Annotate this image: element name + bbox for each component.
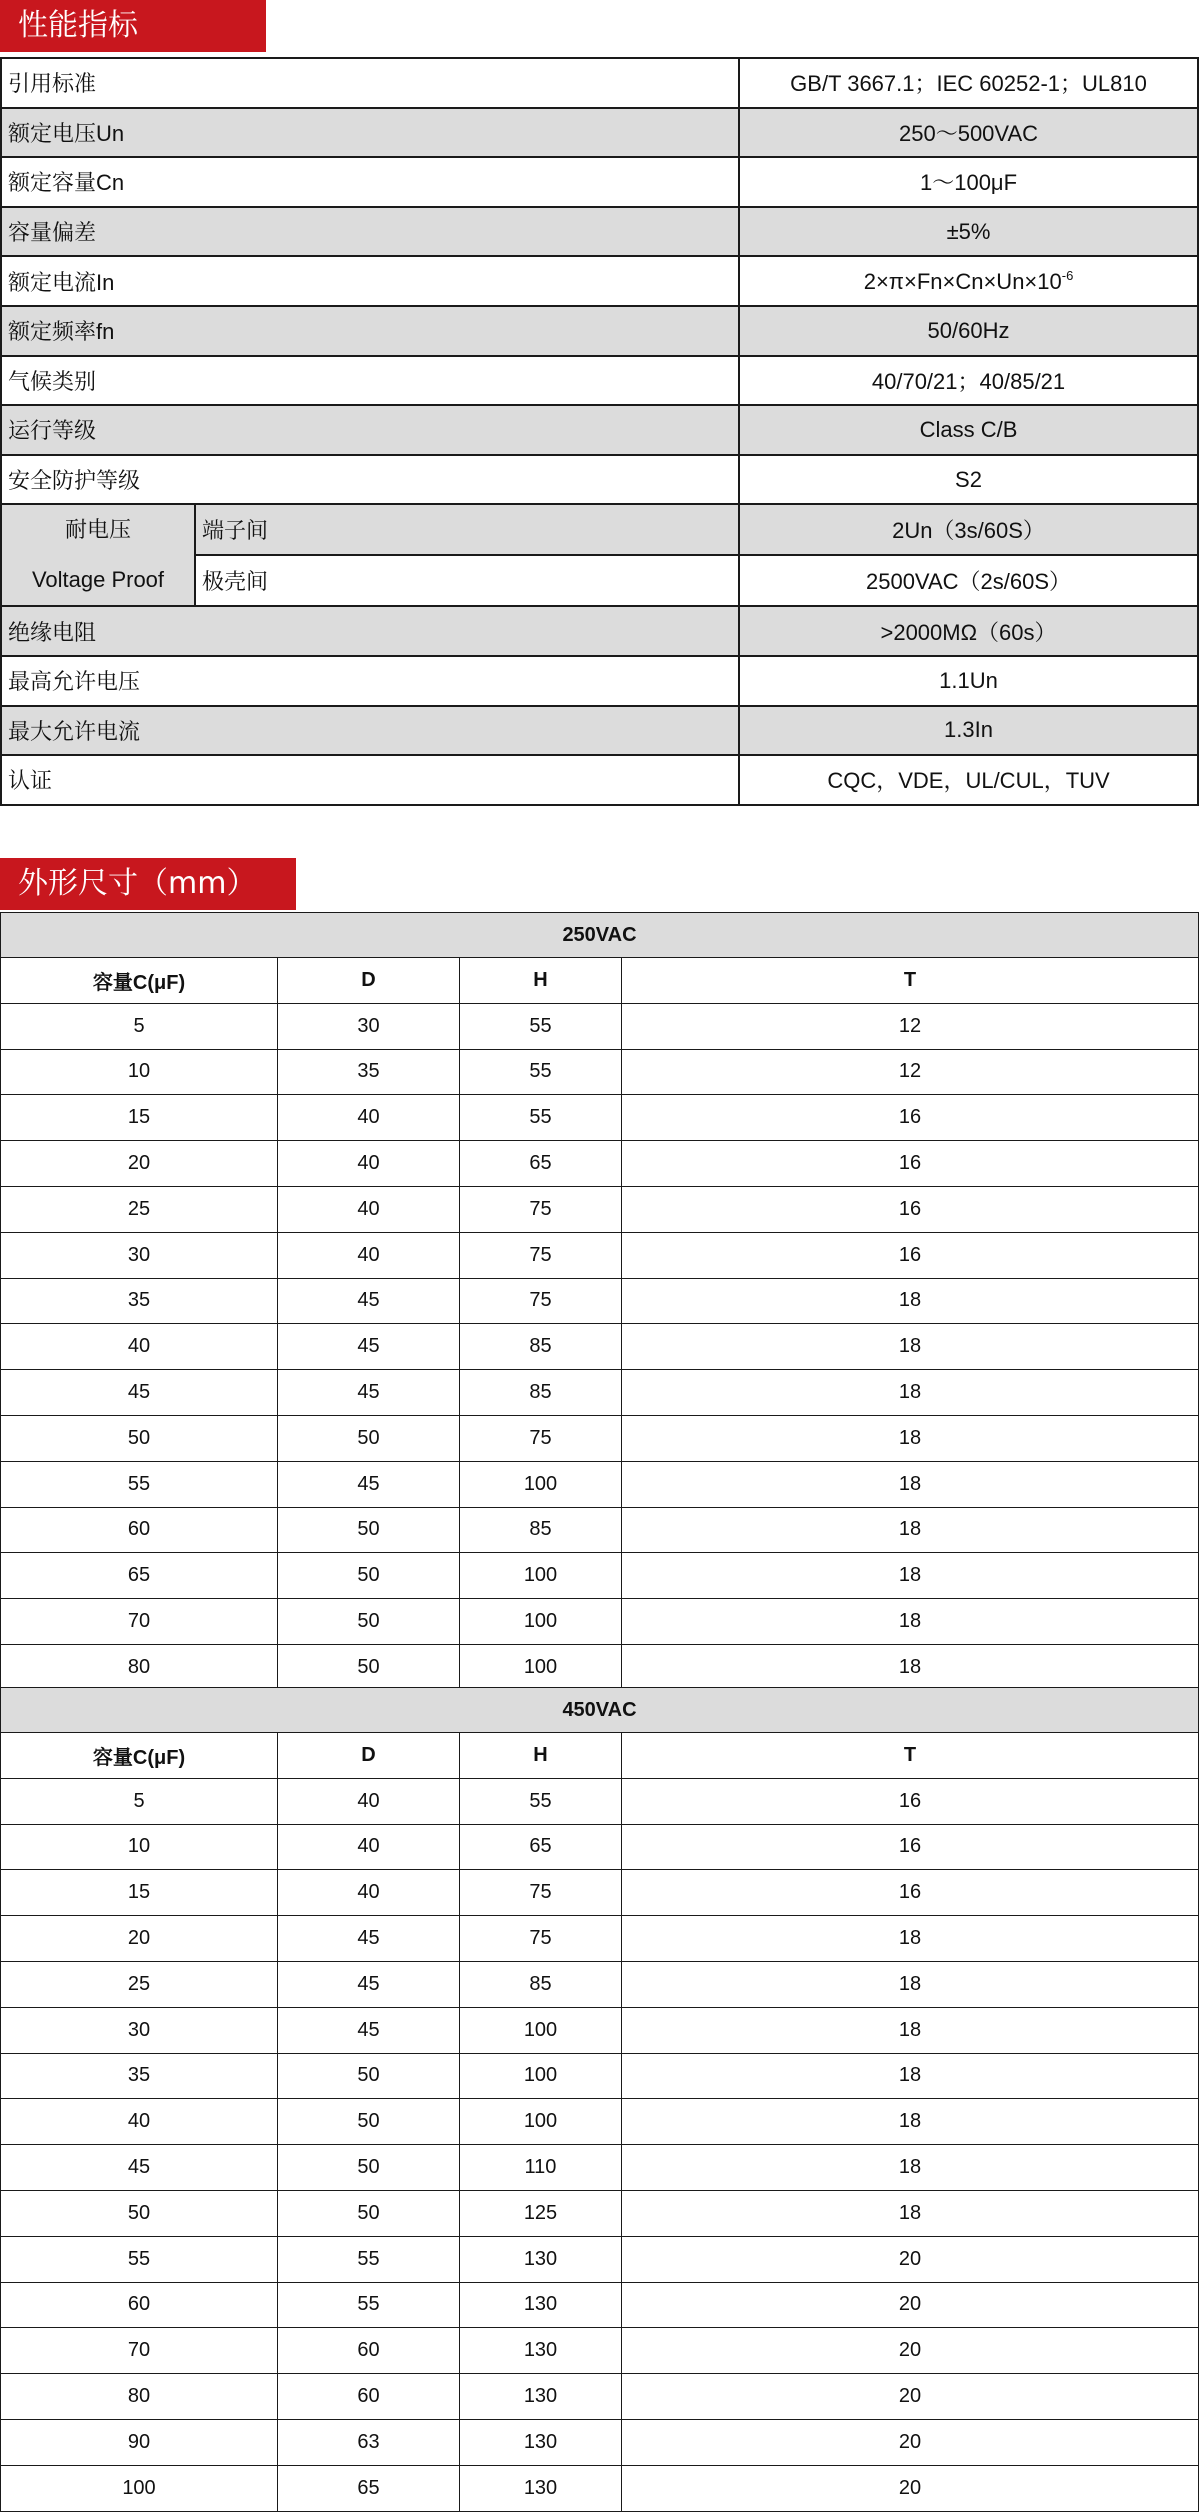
table-row xyxy=(1,1507,1199,1553)
table-cell: 15 xyxy=(1,1870,278,1916)
table-cell: 100 xyxy=(460,1461,622,1507)
table-cell: 40 xyxy=(1,2099,278,2145)
spec-value xyxy=(739,656,1198,706)
table-cell: 45 xyxy=(278,1916,460,1962)
table-cell: 45 xyxy=(278,1961,460,2007)
voltage-group-header xyxy=(1,1688,1199,1733)
spec-value xyxy=(739,157,1198,207)
table-cell: 50 xyxy=(1,2190,278,2236)
table-row xyxy=(1,1824,1199,1870)
table-cell: 35 xyxy=(1,1278,278,1324)
table-row xyxy=(1,1049,1199,1095)
spec-label: 最大允许电流 xyxy=(1,706,739,756)
table-cell: 75 xyxy=(460,1278,622,1324)
table-row xyxy=(1,2099,1199,2145)
table-cell: 15 xyxy=(1,1095,278,1141)
table-cell: 100 xyxy=(460,1553,622,1599)
dimensions-section-title: 外形尺寸（mm） xyxy=(0,858,296,910)
spec-row xyxy=(1,207,1198,257)
spec-row xyxy=(1,58,1198,108)
table-cell: 18 xyxy=(622,1644,1199,1690)
voltage-proof-label-cn: 耐电压 xyxy=(64,517,131,543)
spec-row xyxy=(1,356,1198,406)
table-cell: 130 xyxy=(460,2374,622,2420)
table-cell: 10 xyxy=(1,1824,278,1870)
table-row xyxy=(1,1415,1199,1461)
spec-value xyxy=(739,306,1198,356)
table-cell: 16 xyxy=(622,1870,1199,1916)
table-cell: 85 xyxy=(460,1507,622,1553)
table-cell: 50 xyxy=(278,2145,460,2191)
column-header-row xyxy=(1,958,1199,1004)
spec-value-text: Class C/B xyxy=(919,416,1018,442)
spec-value xyxy=(739,706,1198,756)
table-cell: 20 xyxy=(1,1916,278,1962)
table-cell: 18 xyxy=(622,2053,1199,2099)
voltage-proof-sub-label: 端子间 xyxy=(195,504,739,555)
table-row xyxy=(1,2053,1199,2099)
column-header: D xyxy=(278,1733,460,1779)
table-cell: 20 xyxy=(622,2419,1199,2465)
table-cell: 30 xyxy=(1,2007,278,2053)
table-cell: 18 xyxy=(622,1961,1199,2007)
table-cell: 90 xyxy=(1,2419,278,2465)
table-cell: 60 xyxy=(278,2374,460,2420)
table-cell: 50 xyxy=(278,2053,460,2099)
spec-label: 引用标准 xyxy=(1,58,739,108)
table-row xyxy=(1,1778,1199,1824)
table-row xyxy=(1,2282,1199,2328)
spec-value xyxy=(739,207,1198,257)
table-cell: 100 xyxy=(1,2465,278,2511)
dimensions-table-250vac xyxy=(0,912,1199,1691)
table-cell: 20 xyxy=(622,2374,1199,2420)
table-row xyxy=(1,1324,1199,1370)
table-row xyxy=(1,2007,1199,2053)
table-cell: 16 xyxy=(622,1186,1199,1232)
table-cell: 55 xyxy=(1,2236,278,2282)
spec-value xyxy=(739,356,1198,406)
column-header: 容量C(μF) xyxy=(1,1733,278,1779)
spec-label: 额定频率fn xyxy=(1,306,739,356)
table-cell: 50 xyxy=(278,1644,460,1690)
spec-value-text: 1～100μF xyxy=(919,170,1018,196)
spec-value xyxy=(739,405,1198,455)
spec-value-text: 1.3In xyxy=(944,717,993,743)
table-cell: 40 xyxy=(278,1186,460,1232)
spec-value-text: ±5% xyxy=(946,218,991,244)
voltage-group-label: 450VAC xyxy=(1,1688,1199,1733)
spec-value xyxy=(739,256,1198,306)
table-cell: 12 xyxy=(622,1003,1199,1049)
table-cell: 65 xyxy=(460,1824,622,1870)
table-cell: 80 xyxy=(1,1644,278,1690)
spec-label: 运行等级 xyxy=(1,405,739,455)
spec-value xyxy=(739,108,1198,158)
table-row xyxy=(1,2465,1199,2511)
voltage-group-header xyxy=(1,913,1199,958)
spec-label: 气候类别 xyxy=(1,356,739,406)
spec-value-text: >2000MΩ（60s） xyxy=(880,619,1057,645)
column-header: D xyxy=(278,958,460,1004)
spec-value-text: CQC，VDE，UL/CUL，TUV xyxy=(827,768,1110,794)
table-cell: 55 xyxy=(1,1461,278,1507)
spec-row xyxy=(1,306,1198,356)
table-cell: 45 xyxy=(278,1370,460,1416)
table-cell: 5 xyxy=(1,1778,278,1824)
voltage-proof-sub-value: 2500VAC（2s/60S） xyxy=(739,555,1198,606)
table-cell: 65 xyxy=(460,1141,622,1187)
table-cell: 100 xyxy=(460,2099,622,2145)
table-row xyxy=(1,1916,1199,1962)
table-cell: 20 xyxy=(622,2236,1199,2282)
voltage-proof-label-en: Voltage Proof xyxy=(31,567,165,593)
table-cell: 18 xyxy=(622,1461,1199,1507)
spec-value-exponent: -6 xyxy=(1061,267,1074,283)
table-cell: 40 xyxy=(278,1141,460,1187)
column-header-row xyxy=(1,1733,1199,1779)
table-row xyxy=(1,1461,1199,1507)
table-cell: 20 xyxy=(1,1141,278,1187)
table-cell: 70 xyxy=(1,1599,278,1645)
table-cell: 16 xyxy=(622,1824,1199,1870)
spec-row xyxy=(1,405,1198,455)
table-cell: 35 xyxy=(278,1049,460,1095)
table-cell: 18 xyxy=(622,2099,1199,2145)
table-row xyxy=(1,1370,1199,1416)
table-cell: 18 xyxy=(622,1553,1199,1599)
table-row xyxy=(1,1095,1199,1141)
voltage-group-label: 250VAC xyxy=(1,913,1199,958)
dimensions-table-450vac xyxy=(0,1687,1199,2512)
table-row xyxy=(1,1278,1199,1324)
table-cell: 5 xyxy=(1,1003,278,1049)
table-cell: 130 xyxy=(460,2419,622,2465)
table-cell: 25 xyxy=(1,1186,278,1232)
table-cell: 75 xyxy=(460,1870,622,1916)
spec-row xyxy=(1,755,1198,805)
table-cell: 12 xyxy=(622,1049,1199,1095)
table-cell: 130 xyxy=(460,2282,622,2328)
table-cell: 18 xyxy=(622,2190,1199,2236)
voltage-proof-sub-label: 极壳间 xyxy=(195,555,739,606)
table-row xyxy=(1,1599,1199,1645)
spec-value-text: S2 xyxy=(955,466,982,492)
table-cell: 45 xyxy=(1,2145,278,2191)
spec-label: 安全防护等级 xyxy=(1,455,739,505)
table-cell: 110 xyxy=(460,2145,622,2191)
table-cell: 16 xyxy=(622,1778,1199,1824)
table-cell: 85 xyxy=(460,1370,622,1416)
table-row xyxy=(1,1186,1199,1232)
table-cell: 40 xyxy=(278,1824,460,1870)
specs-table xyxy=(0,57,1199,806)
spec-row xyxy=(1,606,1198,656)
column-header: T xyxy=(622,1733,1199,1779)
spec-label: 最高允许电压 xyxy=(1,656,739,706)
table-cell: 85 xyxy=(460,1324,622,1370)
table-cell: 20 xyxy=(622,2328,1199,2374)
table-cell: 18 xyxy=(622,1370,1199,1416)
table-cell: 18 xyxy=(622,1507,1199,1553)
spec-value xyxy=(739,606,1198,656)
table-cell: 100 xyxy=(460,1599,622,1645)
table-cell: 55 xyxy=(460,1095,622,1141)
spec-value-text: 40/70/21；40/85/21 xyxy=(871,368,1066,394)
table-row xyxy=(1,1232,1199,1278)
table-cell: 130 xyxy=(460,2465,622,2511)
table-cell: 50 xyxy=(278,1507,460,1553)
table-cell: 75 xyxy=(460,1415,622,1461)
table-cell: 16 xyxy=(622,1141,1199,1187)
table-cell: 40 xyxy=(278,1095,460,1141)
table-cell: 18 xyxy=(622,1916,1199,1962)
table-cell: 25 xyxy=(1,1961,278,2007)
table-cell: 16 xyxy=(622,1232,1199,1278)
table-cell: 30 xyxy=(1,1232,278,1278)
table-cell: 20 xyxy=(622,2282,1199,2328)
spec-value-text: 250～500VAC xyxy=(899,120,1039,146)
table-cell: 60 xyxy=(1,1507,278,1553)
spec-row xyxy=(1,108,1198,158)
table-row xyxy=(1,2145,1199,2191)
table-cell: 45 xyxy=(278,2007,460,2053)
table-cell: 65 xyxy=(278,2465,460,2511)
table-row xyxy=(1,2328,1199,2374)
table-cell: 55 xyxy=(460,1049,622,1095)
table-cell: 100 xyxy=(460,2007,622,2053)
spec-label: 额定容量Cn xyxy=(1,157,739,207)
spec-label: 绝缘电阻 xyxy=(1,606,739,656)
spec-value xyxy=(739,455,1198,505)
table-cell: 130 xyxy=(460,2328,622,2374)
table-cell: 18 xyxy=(622,1324,1199,1370)
table-cell: 70 xyxy=(1,2328,278,2374)
spec-value-text: 2×π×Fn×Cn×Un×10 xyxy=(863,268,1062,294)
table-cell: 75 xyxy=(460,1232,622,1278)
table-cell: 18 xyxy=(622,2007,1199,2053)
table-cell: 10 xyxy=(1,1049,278,1095)
column-header: 容量C(μF) xyxy=(1,958,278,1004)
spec-value-text: 50/60Hz xyxy=(927,317,1010,343)
table-cell: 18 xyxy=(622,1278,1199,1324)
table-cell: 60 xyxy=(1,2282,278,2328)
table-cell: 60 xyxy=(278,2328,460,2374)
voltage-proof-sub-value: 2Un（3s/60S） xyxy=(739,504,1198,555)
spec-label: 认证 xyxy=(1,755,739,805)
spec-value-text: 1.1Un xyxy=(939,667,998,693)
column-header: T xyxy=(622,958,1199,1004)
table-cell: 45 xyxy=(278,1278,460,1324)
voltage-proof-label xyxy=(1,504,195,606)
table-cell: 40 xyxy=(278,1870,460,1916)
spec-row xyxy=(1,706,1198,756)
table-row xyxy=(1,2190,1199,2236)
spec-value xyxy=(739,755,1198,805)
table-cell: 55 xyxy=(460,1003,622,1049)
table-row xyxy=(1,2374,1199,2420)
table-cell: 50 xyxy=(278,2099,460,2145)
table-cell: 55 xyxy=(278,2282,460,2328)
column-header: H xyxy=(460,1733,622,1779)
spec-row xyxy=(1,455,1198,505)
spec-row xyxy=(1,656,1198,706)
table-cell: 55 xyxy=(460,1778,622,1824)
table-row xyxy=(1,1553,1199,1599)
table-cell: 40 xyxy=(278,1778,460,1824)
table-cell: 85 xyxy=(460,1961,622,2007)
spec-row-voltage-proof xyxy=(1,504,1198,555)
specs-section-title: 性能指标 xyxy=(0,0,266,52)
table-cell: 50 xyxy=(278,1553,460,1599)
table-cell: 18 xyxy=(622,1415,1199,1461)
table-row xyxy=(1,2236,1199,2282)
table-cell: 50 xyxy=(278,2190,460,2236)
table-row xyxy=(1,1644,1199,1690)
table-cell: 100 xyxy=(460,2053,622,2099)
table-cell: 20 xyxy=(622,2465,1199,2511)
table-row xyxy=(1,1961,1199,2007)
table-row xyxy=(1,1870,1199,1916)
table-cell: 100 xyxy=(460,1644,622,1690)
table-row xyxy=(1,1141,1199,1187)
table-cell: 55 xyxy=(278,2236,460,2282)
table-cell: 75 xyxy=(460,1916,622,1962)
spec-row xyxy=(1,256,1198,306)
table-cell: 18 xyxy=(622,1599,1199,1645)
table-cell: 45 xyxy=(278,1461,460,1507)
table-cell: 50 xyxy=(278,1415,460,1461)
table-cell: 30 xyxy=(278,1003,460,1049)
table-cell: 130 xyxy=(460,2236,622,2282)
spec-value xyxy=(739,58,1198,108)
table-cell: 40 xyxy=(1,1324,278,1370)
table-cell: 45 xyxy=(1,1370,278,1416)
table-cell: 16 xyxy=(622,1095,1199,1141)
table-cell: 63 xyxy=(278,2419,460,2465)
spec-label: 额定电压Un xyxy=(1,108,739,158)
table-row xyxy=(1,1003,1199,1049)
table-cell: 50 xyxy=(1,1415,278,1461)
table-cell: 75 xyxy=(460,1186,622,1232)
table-cell: 50 xyxy=(278,1599,460,1645)
table-cell: 45 xyxy=(278,1324,460,1370)
spec-label: 额定电流In xyxy=(1,256,739,306)
table-cell: 80 xyxy=(1,2374,278,2420)
spec-label: 容量偏差 xyxy=(1,207,739,257)
table-cell: 18 xyxy=(622,2145,1199,2191)
column-header: H xyxy=(460,958,622,1004)
spec-row xyxy=(1,157,1198,207)
spec-value-text: GB/T 3667.1；IEC 60252-1；UL810 xyxy=(790,71,1147,97)
table-cell: 40 xyxy=(278,1232,460,1278)
table-row xyxy=(1,2419,1199,2465)
table-cell: 65 xyxy=(1,1553,278,1599)
table-cell: 125 xyxy=(460,2190,622,2236)
table-cell: 35 xyxy=(1,2053,278,2099)
